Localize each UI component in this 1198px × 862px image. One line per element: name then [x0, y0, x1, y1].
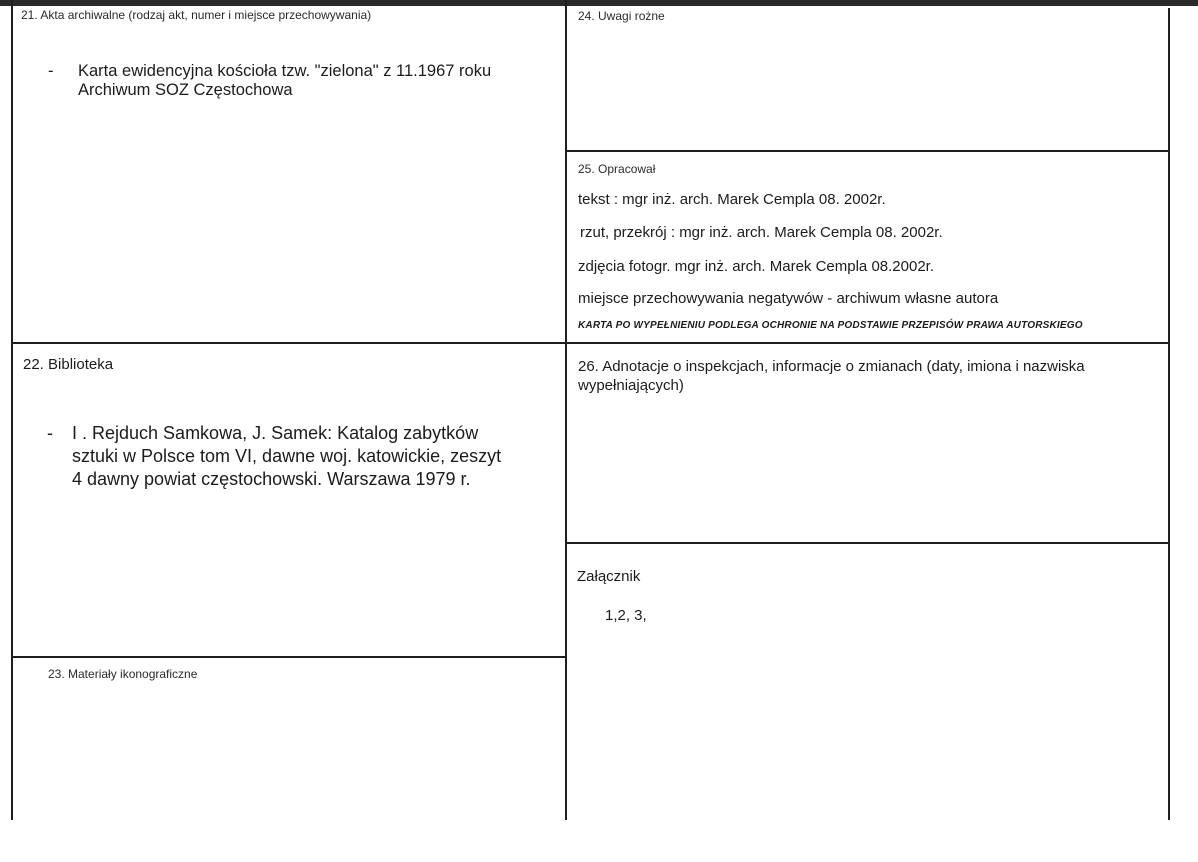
section-24-label: 24. Uwagi rożne [578, 9, 665, 23]
right-border [1168, 8, 1170, 820]
divider-row1-row2 [11, 342, 1170, 344]
section-26-line-1: 26. Adnotacje o inspekcjach, informacje o zmianach (daty, imiona i nazwiska [578, 358, 1085, 375]
attachment-label: Załącznik [577, 568, 641, 585]
section-22-line-1: I . Rejduch Samkowa, J. Samek: Katalog zabytków [72, 423, 479, 443]
section-22-line-3: 4 dawny powiat częstochowski. Warszawa 1979 r. [72, 469, 471, 489]
copyright-note: KARTA PO WYPEŁNIENIU PODLEGA OCHRONIE NA PODSTAWIE PRZEPISÓW PRAWA AUTORSKIEGO [578, 320, 1083, 331]
section-26-line-2: wypełniających) [578, 377, 684, 394]
top-border [0, 0, 1198, 6]
section-25-label: 25. Opracował [578, 162, 656, 176]
section-21-label: 21. Akta archiwalne (rodzaj akt, numer i miejsce przechowywania) [21, 8, 372, 22]
section-21-dash: - [48, 62, 54, 80]
section-22-label: 22. Biblioteka [23, 356, 114, 373]
left-border [11, 0, 13, 820]
section-25-zdjecia: zdjęcia fotogr. mgr inż. arch. Marek Cempla 08.2002r. [578, 258, 935, 275]
section-23-label: 23. Materiały ikonograficzne [48, 667, 198, 681]
section-25-rzut: rzut, przekrój : mgr inż. arch. Marek Cempla 08. 2002r. [580, 224, 943, 241]
section-25-miejsce: miejsce przechowywania negatywów - archiwum własne autora [578, 290, 999, 307]
section-22-line-2: sztuki w Polsce tom VI, dawne woj. katowickie, zeszyt [72, 446, 502, 466]
divider-24-25 [566, 150, 1170, 152]
divider-26-zalacznik [566, 542, 1170, 544]
section-21-line-1: Karta ewidencyjna kościoła tzw. "zielona" z 11.1967 roku [78, 62, 492, 80]
center-divider [565, 0, 567, 820]
attachment-value: 1,2, 3, [605, 607, 647, 624]
section-21-line-2: Archiwum SOZ Częstochowa [78, 81, 293, 99]
section-25-tekst: tekst : mgr inż. arch. Marek Cempla 08. 2002r. [578, 191, 886, 208]
section-22-dash: - [47, 423, 53, 443]
divider-22-23 [11, 656, 567, 658]
